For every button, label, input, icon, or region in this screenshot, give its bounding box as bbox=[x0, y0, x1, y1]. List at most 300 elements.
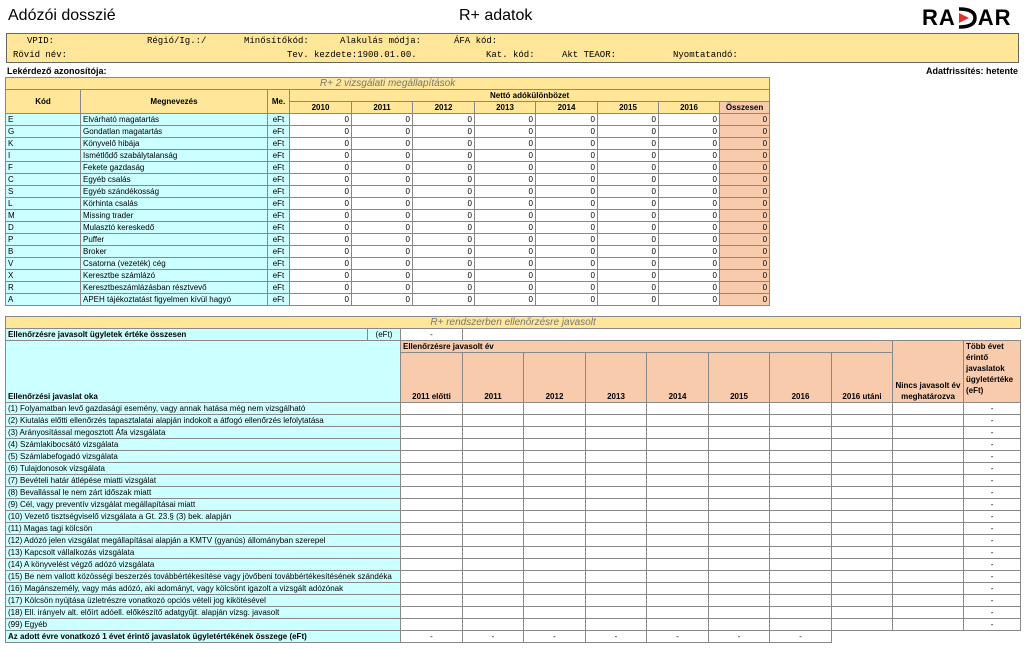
reason-label: (8) Bevallással le nem zárt időszak miatt bbox=[6, 487, 401, 499]
footer-value: - bbox=[524, 631, 586, 643]
reason-cell bbox=[524, 427, 586, 439]
reason-cell bbox=[647, 475, 709, 487]
finding-unit: eFt bbox=[268, 270, 290, 282]
reason-cell bbox=[709, 511, 770, 523]
finding-value: 0 bbox=[598, 198, 659, 210]
finding-code: M bbox=[6, 210, 81, 222]
reason-cell bbox=[586, 559, 647, 571]
reason-row bbox=[6, 559, 1021, 571]
osszesen-label: Ellenőrzésre javasolt ügyletek értéke összesen bbox=[6, 329, 368, 341]
finding-value: 0 bbox=[290, 294, 352, 306]
finding-value: 0 bbox=[413, 210, 475, 222]
reason-cell bbox=[893, 463, 964, 475]
reason-cell bbox=[524, 415, 586, 427]
finding-value: 0 bbox=[475, 282, 536, 294]
reason-cell bbox=[463, 583, 524, 595]
finding-value: 0 bbox=[413, 270, 475, 282]
reason-cell bbox=[401, 427, 463, 439]
finding-unit: eFt bbox=[268, 138, 290, 150]
finding-value: 0 bbox=[659, 270, 720, 282]
reason-label: (3) Arányosítással megosztott Áfa vizsgálata bbox=[6, 427, 401, 439]
reason-cell bbox=[524, 439, 586, 451]
reason-cell bbox=[647, 439, 709, 451]
finding-value: 0 bbox=[475, 294, 536, 306]
finding-value: 0 bbox=[598, 186, 659, 198]
finding-value: 0 bbox=[475, 258, 536, 270]
reason-cell bbox=[893, 535, 964, 547]
reason-cell bbox=[709, 415, 770, 427]
reason-cell bbox=[770, 499, 832, 511]
finding-value: 0 bbox=[475, 186, 536, 198]
finding-value: 0 bbox=[659, 174, 720, 186]
reason-label: (2) Kiutalás előtti ellenőrzés tapasztalatai alapján indokolt a átfogó ellenőrzés lefolytatása bbox=[6, 415, 401, 427]
reason-label: (14) A könyvelést végző adózó vizsgálata bbox=[6, 559, 401, 571]
reason-cell bbox=[893, 427, 964, 439]
finding-unit: eFt bbox=[268, 174, 290, 186]
reason-label: (1) Folyamatban levő gazdasági esemény, vagy annak hatása még nem vizsgálható bbox=[6, 403, 401, 415]
finding-value: 0 bbox=[536, 222, 598, 234]
finding-sum: 0 bbox=[720, 186, 770, 198]
reason-row bbox=[6, 535, 1021, 547]
finding-code: G bbox=[6, 126, 81, 138]
year-header-2012: 2012 bbox=[413, 102, 475, 114]
finding-value: 0 bbox=[413, 222, 475, 234]
finding-value: 0 bbox=[598, 258, 659, 270]
footer-label: Az adott évre vonatkozó 1 évet érintő javaslatok ügyletértékének összege (eFt) bbox=[6, 631, 401, 643]
reason-cell bbox=[770, 439, 832, 451]
reason-cell bbox=[401, 415, 463, 427]
reason-cell bbox=[832, 619, 893, 631]
reason-cell bbox=[770, 403, 832, 415]
finding-value: 0 bbox=[659, 258, 720, 270]
finding-name: Missing trader bbox=[81, 210, 268, 222]
finding-unit: eFt bbox=[268, 114, 290, 126]
finding-value: 0 bbox=[475, 246, 536, 258]
reason-label: (9) Cél, vagy preventív vizsgálat megállapításai miatt bbox=[6, 499, 401, 511]
reason-cell bbox=[709, 571, 770, 583]
finding-name: Keresztbeszámlázásban résztvevő bbox=[81, 282, 268, 294]
finding-value: 0 bbox=[413, 186, 475, 198]
year-header-2011: 2011 bbox=[352, 102, 413, 114]
osszesen-header: Összesen bbox=[720, 102, 770, 114]
finding-code: I bbox=[6, 150, 81, 162]
rovid-nev-label: Rövid név: bbox=[13, 50, 68, 60]
finding-value: 0 bbox=[475, 234, 536, 246]
finding-name: Keresztbe számlázó bbox=[81, 270, 268, 282]
finding-value: 0 bbox=[413, 234, 475, 246]
finding-value: 0 bbox=[475, 222, 536, 234]
finding-name: APEH tájékoztatást figyelmen kívül hagyó bbox=[81, 294, 268, 306]
nincs-header: Nincs javasolt év meghatározva bbox=[893, 341, 964, 403]
finding-value: 0 bbox=[290, 114, 352, 126]
radar-logo bbox=[922, 4, 1018, 32]
footer-value: - bbox=[401, 631, 463, 643]
reason-cell bbox=[401, 559, 463, 571]
finding-row bbox=[6, 114, 770, 126]
reason-cell bbox=[893, 475, 964, 487]
finding-value: 0 bbox=[290, 246, 352, 258]
reason-cell bbox=[832, 523, 893, 535]
year-header-2014: 2014 bbox=[536, 102, 598, 114]
reason-cell bbox=[463, 463, 524, 475]
reason-cell bbox=[586, 583, 647, 595]
reason-cell bbox=[709, 583, 770, 595]
finding-row bbox=[6, 138, 770, 150]
reason-row bbox=[6, 571, 1021, 583]
reason-cell bbox=[709, 559, 770, 571]
finding-row bbox=[6, 162, 770, 174]
reason-cell bbox=[832, 463, 893, 475]
reason-multi-year-value: - bbox=[964, 451, 1021, 463]
recommendation-section-title: R+ rendszerben ellenőrzésre javasolt bbox=[6, 317, 1021, 329]
reason-label: (10) Vezető tisztségviselő vizsgálata a Gt. 23.§ (3) bek. alapján bbox=[6, 511, 401, 523]
reason-multi-year-value: - bbox=[964, 547, 1021, 559]
finding-value: 0 bbox=[536, 246, 598, 258]
finding-unit: eFt bbox=[268, 186, 290, 198]
reason-cell bbox=[586, 487, 647, 499]
reason-row bbox=[6, 403, 1021, 415]
finding-sum: 0 bbox=[720, 150, 770, 162]
reason-cell bbox=[893, 619, 964, 631]
reason-row bbox=[6, 619, 1021, 631]
finding-unit: eFt bbox=[268, 234, 290, 246]
reason-row bbox=[6, 451, 1021, 463]
finding-sum: 0 bbox=[720, 114, 770, 126]
finding-value: 0 bbox=[290, 162, 352, 174]
alakulas-label: Alakulás módja: bbox=[340, 36, 422, 46]
reason-cell bbox=[832, 439, 893, 451]
finding-value: 0 bbox=[659, 138, 720, 150]
reason-cell bbox=[401, 535, 463, 547]
reason-cell bbox=[893, 571, 964, 583]
finding-code: K bbox=[6, 138, 81, 150]
finding-value: 0 bbox=[352, 162, 413, 174]
finding-value: 0 bbox=[352, 138, 413, 150]
reason-row bbox=[6, 499, 1021, 511]
reason-cell bbox=[401, 523, 463, 535]
finding-value: 0 bbox=[659, 234, 720, 246]
reason-cell bbox=[832, 547, 893, 559]
reason-cell bbox=[832, 499, 893, 511]
finding-value: 0 bbox=[290, 282, 352, 294]
footer-value: - bbox=[647, 631, 709, 643]
finding-name: Fekete gazdaság bbox=[81, 162, 268, 174]
reason-cell bbox=[524, 451, 586, 463]
finding-row bbox=[6, 270, 770, 282]
finding-value: 0 bbox=[536, 210, 598, 222]
reason-cell bbox=[524, 403, 586, 415]
reason-row bbox=[6, 583, 1021, 595]
finding-unit: eFt bbox=[268, 222, 290, 234]
finding-value: 0 bbox=[290, 138, 352, 150]
reason-cell bbox=[463, 451, 524, 463]
finding-value: 0 bbox=[659, 162, 720, 174]
finding-value: 0 bbox=[352, 186, 413, 198]
finding-value: 0 bbox=[290, 186, 352, 198]
taxpayer-info-box bbox=[6, 33, 1019, 63]
reason-cell bbox=[647, 463, 709, 475]
reason-cell bbox=[463, 523, 524, 535]
nyomtatando-label: Nyomtatandó: bbox=[673, 50, 738, 60]
finding-value: 0 bbox=[352, 114, 413, 126]
reason-cell bbox=[586, 415, 647, 427]
reason-cell bbox=[709, 619, 770, 631]
reason-cell bbox=[647, 487, 709, 499]
reason-cell bbox=[770, 595, 832, 607]
reason-cell bbox=[647, 427, 709, 439]
reason-cell bbox=[709, 595, 770, 607]
reason-cell bbox=[709, 475, 770, 487]
finding-sum: 0 bbox=[720, 258, 770, 270]
finding-name: Mulasztó kereskedő bbox=[81, 222, 268, 234]
finding-row bbox=[6, 258, 770, 270]
reason-cell bbox=[401, 403, 463, 415]
finding-sum: 0 bbox=[720, 246, 770, 258]
reason-cell bbox=[893, 487, 964, 499]
reason-cell bbox=[647, 523, 709, 535]
reason-cell bbox=[463, 439, 524, 451]
reason-cell bbox=[463, 559, 524, 571]
year-header-2016: 2016 bbox=[659, 102, 720, 114]
reason-cell bbox=[709, 607, 770, 619]
reason-cell bbox=[770, 547, 832, 559]
reason-cell bbox=[832, 403, 893, 415]
finding-value: 0 bbox=[598, 234, 659, 246]
finding-value: 0 bbox=[536, 198, 598, 210]
finding-value: 0 bbox=[475, 198, 536, 210]
reason-cell bbox=[586, 523, 647, 535]
kod-header: Kód bbox=[6, 90, 81, 114]
reason-row bbox=[6, 547, 1021, 559]
finding-value: 0 bbox=[413, 138, 475, 150]
footer-value: - bbox=[770, 631, 832, 643]
finding-sum: 0 bbox=[720, 234, 770, 246]
reason-cell bbox=[401, 619, 463, 631]
finding-value: 0 bbox=[290, 210, 352, 222]
radar-icon bbox=[957, 7, 977, 29]
finding-unit: eFt bbox=[268, 210, 290, 222]
reason-cell bbox=[586, 619, 647, 631]
reason-cell bbox=[401, 583, 463, 595]
finding-name: Egyéb csalás bbox=[81, 174, 268, 186]
reason-multi-year-value: - bbox=[964, 487, 1021, 499]
reason-cell bbox=[647, 535, 709, 547]
reason-multi-year-value: - bbox=[964, 571, 1021, 583]
lekerdezo-label: Lekérdező azonosítója: bbox=[7, 66, 107, 76]
finding-row bbox=[6, 186, 770, 198]
reason-cell bbox=[524, 463, 586, 475]
reason-row bbox=[6, 427, 1021, 439]
finding-value: 0 bbox=[536, 234, 598, 246]
finding-value: 0 bbox=[413, 258, 475, 270]
reason-cell bbox=[524, 559, 586, 571]
finding-value: 0 bbox=[536, 126, 598, 138]
reason-row bbox=[6, 511, 1021, 523]
finding-row bbox=[6, 294, 770, 306]
reason-multi-year-value: - bbox=[964, 415, 1021, 427]
reason-cell bbox=[770, 427, 832, 439]
reason-cell bbox=[524, 487, 586, 499]
reason-cell bbox=[524, 475, 586, 487]
finding-value: 0 bbox=[352, 258, 413, 270]
finding-value: 0 bbox=[659, 246, 720, 258]
reason-cell bbox=[770, 475, 832, 487]
reason-cell bbox=[893, 511, 964, 523]
reason-row bbox=[6, 415, 1021, 427]
footer-value: - bbox=[586, 631, 647, 643]
reason-cell bbox=[832, 583, 893, 595]
reason-label: (7) Bevételi határ átlépése miatti vizsgálat bbox=[6, 475, 401, 487]
finding-code: A bbox=[6, 294, 81, 306]
finding-unit: eFt bbox=[268, 282, 290, 294]
reason-cell bbox=[524, 523, 586, 535]
regio-label: Régió/Ig.:/ bbox=[147, 36, 207, 46]
finding-name: Gondatlan magatartás bbox=[81, 126, 268, 138]
reason-cell bbox=[832, 571, 893, 583]
reason-cell bbox=[463, 571, 524, 583]
reason-multi-year-value: - bbox=[964, 511, 1021, 523]
finding-sum: 0 bbox=[720, 138, 770, 150]
finding-value: 0 bbox=[659, 186, 720, 198]
finding-value: 0 bbox=[290, 126, 352, 138]
reason-cell bbox=[463, 535, 524, 547]
reason-multi-year-value: - bbox=[964, 583, 1021, 595]
finding-code: C bbox=[6, 174, 81, 186]
finding-value: 0 bbox=[536, 162, 598, 174]
netto-header: Nettó adókülönbözet bbox=[290, 90, 770, 102]
reason-cell bbox=[832, 559, 893, 571]
finding-value: 0 bbox=[598, 222, 659, 234]
reason-multi-year-value: - bbox=[964, 523, 1021, 535]
finding-unit: eFt bbox=[268, 294, 290, 306]
reason-cell bbox=[709, 535, 770, 547]
year-header-2010: 2010 bbox=[290, 102, 352, 114]
reason-cell bbox=[832, 511, 893, 523]
finding-value: 0 bbox=[598, 114, 659, 126]
finding-sum: 0 bbox=[720, 222, 770, 234]
finding-value: 0 bbox=[290, 270, 352, 282]
finding-value: 0 bbox=[598, 138, 659, 150]
reason-cell bbox=[893, 547, 964, 559]
year-header-2013: 2013 bbox=[475, 102, 536, 114]
finding-value: 0 bbox=[290, 222, 352, 234]
reason-cell bbox=[524, 547, 586, 559]
teaor-label: Akt TEAOR: bbox=[562, 50, 617, 60]
reason-cell bbox=[893, 403, 964, 415]
finding-row bbox=[6, 234, 770, 246]
finding-value: 0 bbox=[659, 114, 720, 126]
reason-cell bbox=[647, 559, 709, 571]
reason-cell bbox=[647, 547, 709, 559]
finding-value: 0 bbox=[290, 234, 352, 246]
finding-sum: 0 bbox=[720, 174, 770, 186]
reason-cell bbox=[401, 511, 463, 523]
reason-cell bbox=[586, 595, 647, 607]
finding-sum: 0 bbox=[720, 162, 770, 174]
reason-cell bbox=[647, 595, 709, 607]
finding-sum: 0 bbox=[720, 210, 770, 222]
reason-row bbox=[6, 523, 1021, 535]
finding-value: 0 bbox=[413, 198, 475, 210]
reason-cell bbox=[893, 595, 964, 607]
finding-value: 0 bbox=[413, 150, 475, 162]
reason-cell bbox=[770, 559, 832, 571]
reason-cell bbox=[832, 427, 893, 439]
finding-row bbox=[6, 210, 770, 222]
reason-cell bbox=[647, 511, 709, 523]
reason-cell bbox=[709, 547, 770, 559]
year-header-2015: 2015 bbox=[598, 102, 659, 114]
footer-row bbox=[6, 631, 1021, 643]
reason-row bbox=[6, 439, 1021, 451]
finding-code: X bbox=[6, 270, 81, 282]
reason-multi-year-value: - bbox=[964, 499, 1021, 511]
reason-label: (15) Be nem vallott közösségi beszerzés továbbértékesítése vagy jövőbeni továbbértékesítésének szándéka bbox=[6, 571, 401, 583]
finding-value: 0 bbox=[598, 162, 659, 174]
finding-code: P bbox=[6, 234, 81, 246]
reason-cell bbox=[524, 607, 586, 619]
finding-value: 0 bbox=[536, 150, 598, 162]
reason-cell bbox=[586, 403, 647, 415]
reason-cell bbox=[770, 487, 832, 499]
finding-value: 0 bbox=[598, 270, 659, 282]
reason-cell bbox=[709, 403, 770, 415]
megnevezes-header: Megnevezés bbox=[81, 90, 268, 114]
reason-cell bbox=[770, 511, 832, 523]
reason-cell bbox=[586, 607, 647, 619]
finding-value: 0 bbox=[659, 222, 720, 234]
findings-table bbox=[5, 77, 770, 306]
footer-empty bbox=[832, 631, 1021, 643]
finding-row bbox=[6, 198, 770, 210]
reason-cell bbox=[647, 499, 709, 511]
finding-value: 0 bbox=[536, 282, 598, 294]
tev-kezdete-label: Tev. kezdete:1900.01.00. bbox=[287, 50, 417, 60]
finding-value: 0 bbox=[598, 150, 659, 162]
finding-name: Puffer bbox=[81, 234, 268, 246]
reason-multi-year-value: - bbox=[964, 475, 1021, 487]
finding-value: 0 bbox=[352, 150, 413, 162]
adatfrissites-label: Adatfrissítés: hetente bbox=[925, 66, 1018, 76]
kat-kod-label: Kat. kód: bbox=[486, 50, 535, 60]
minosito-label: Minősítőkód: bbox=[244, 36, 309, 46]
finding-value: 0 bbox=[536, 270, 598, 282]
finding-code: V bbox=[6, 258, 81, 270]
reason-cell bbox=[893, 583, 964, 595]
reason-multi-year-value: - bbox=[964, 535, 1021, 547]
finding-value: 0 bbox=[352, 222, 413, 234]
reason-cell bbox=[647, 607, 709, 619]
reason-cell bbox=[709, 427, 770, 439]
finding-value: 0 bbox=[598, 210, 659, 222]
finding-name: Egyéb szándékosság bbox=[81, 186, 268, 198]
reason-label: (17) Kölcsön nyújtása üzletrészre vonatkozó opciós vételi jog kikötésével bbox=[6, 595, 401, 607]
finding-value: 0 bbox=[598, 246, 659, 258]
reason-cell bbox=[832, 595, 893, 607]
year-col-header: 2014 bbox=[647, 353, 709, 403]
reason-cell bbox=[401, 595, 463, 607]
finding-value: 0 bbox=[598, 282, 659, 294]
afa-label: ÁFA kód: bbox=[454, 36, 498, 46]
finding-value: 0 bbox=[352, 294, 413, 306]
reason-cell bbox=[893, 499, 964, 511]
reason-multi-year-value: - bbox=[964, 463, 1021, 475]
finding-value: 0 bbox=[659, 294, 720, 306]
finding-value: 0 bbox=[413, 162, 475, 174]
reason-cell bbox=[647, 583, 709, 595]
reason-cell bbox=[832, 535, 893, 547]
reason-cell bbox=[586, 451, 647, 463]
